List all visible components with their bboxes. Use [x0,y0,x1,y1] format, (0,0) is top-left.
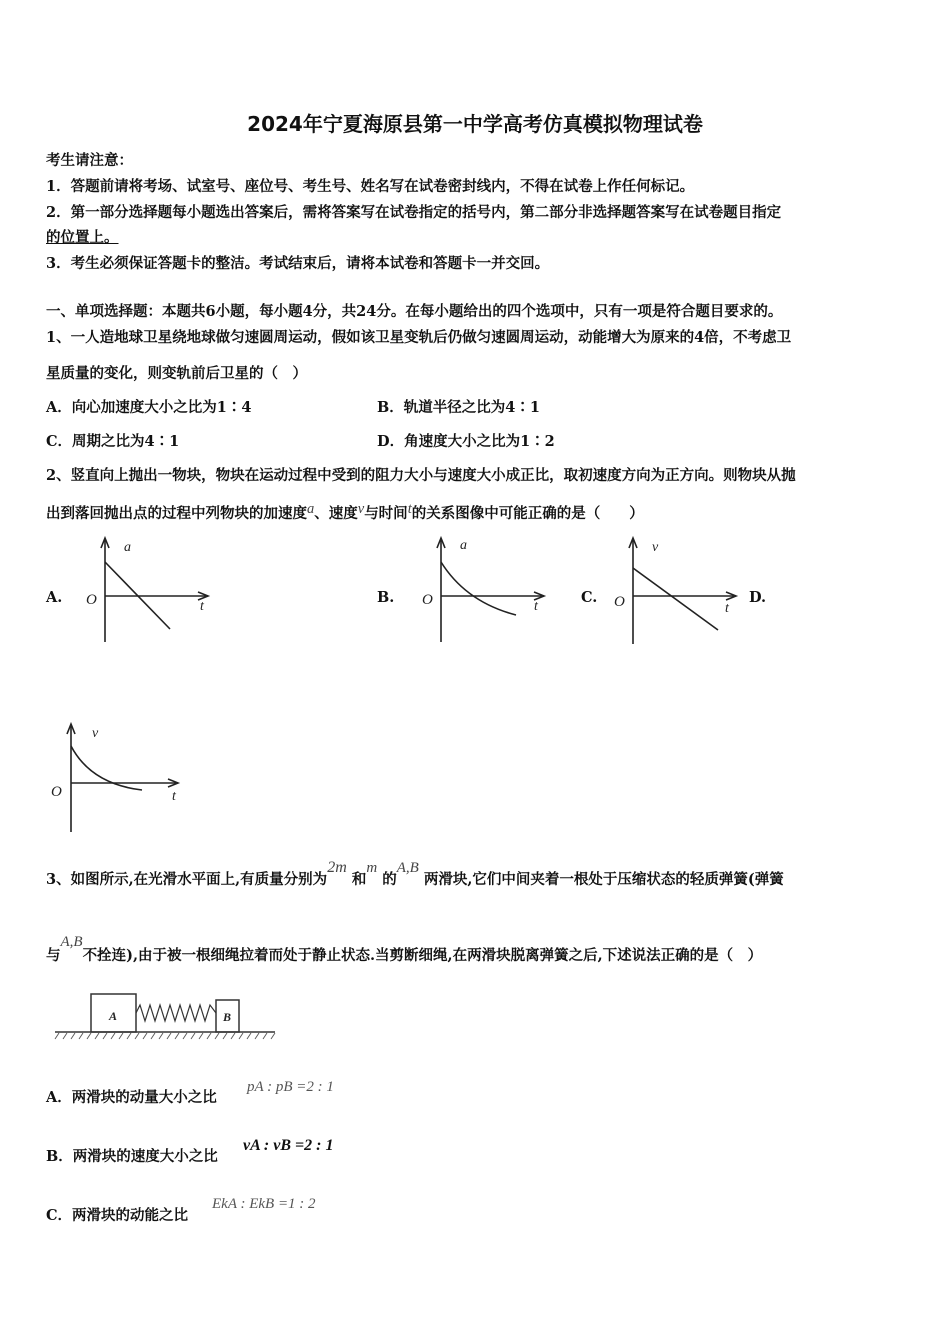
symbol-a: a [307,501,315,517]
symbol-ab: A,B [396,860,419,876]
page-title: 2024年宁夏海原县第一中学高考仿真模拟物理试卷 [247,112,703,136]
block-a-label: A [109,1009,118,1023]
spring [136,1005,216,1021]
graph-d [46,720,186,836]
graph-a [80,532,220,648]
q3-option-c-formula: EkA : EkB =1 : 2 [212,1196,316,1212]
q2-line1: 2、竖直向上抛出一物块，物块在运动过程中受到的阻力大小与速度大小成正比，取初速度方向为正方向。则物块从抛 [46,467,796,484]
graph-a-origin: O [86,592,97,608]
symbol-t: t [407,501,412,517]
q2-line2: 出到落回抛出点的过程中列物块的加速度a、速度v与时间t的关系图像中可能正确的是（ ） [46,501,644,522]
ground-hatch [55,1033,275,1039]
q1-line2: 星质量的变化，则变轨前后卫星的（ ） [46,365,307,382]
graph-b-origin: O [422,592,433,608]
mass-2m: 2m [327,859,347,876]
q3-option-c: C．两滑块的动能之比 [46,1207,189,1224]
q1-option-c: C．周期之比为4∶1 [46,433,180,450]
notice-item-1: 1．答题前请将考场、试室号、座位号、考生号、姓名写在试卷密封线内，不得在试卷上作任何标记。 [46,178,695,195]
spring-diagram [55,990,280,1044]
q3-option-a-formula: pA : pB =2 : 1 [247,1079,334,1095]
symbol-v: v [357,501,365,517]
q3-line2: 与A,B不拴连),由于被一根细绳拉着而处于静止状态.当剪断细绳,在两滑块脱离弹簧之后,下述说法正确的是（ ） [46,934,763,964]
q2-option-a-label: A. [46,589,63,606]
symbol-ab-2: A,B [60,934,83,950]
q3-option-b-formula: vA : vB =2 : 1 [243,1137,334,1154]
q2-option-d-label: D. [749,589,767,606]
q1-option-a: A．向心加速度大小之比为1∶4 [46,399,252,416]
q3-line1: 3、如图所示,在光滑水平面上,有质量分别为2m 和m 的A,B 两滑块,它们中间夹着一根处于压缩状态的轻质弹簧(弹簧 [46,859,784,888]
notice-item-3: 3．考生必须保证答题卡的整洁。考试结束后，请将本试卷和答题卡一并交回。 [46,255,550,272]
graph-d-origin: O [51,784,62,800]
graph-c-x-label: t [725,601,729,616]
q1-line1: 1、一人造地球卫星绕地球做匀速圆周运动，假如该卫星变轨后仍做匀速圆周运动，动能增大为原来的4倍，不考虑卫 [46,329,792,346]
q1-option-d: D．角速度大小之比为1∶2 [377,433,555,450]
graph-d-y-label: v [92,726,99,741]
notice-heading: 考生请注意： [46,152,133,169]
notice-item-2-cont: 的位置上。 [46,229,119,246]
graph-c-origin: O [614,594,625,610]
graph-d-x-label: t [172,789,176,804]
graph-a-y-label: a [124,540,131,555]
graph-a-x-label: t [200,599,204,614]
graph-b-y-label: a [460,538,467,553]
graph-c-y-label: v [652,540,659,555]
q3-option-a: A．两滑块的动量大小之比 [46,1089,217,1106]
graph-c [608,532,748,648]
notice-item-2: 2．第一部分选择题每小题选出答案后，需将答案写在试卷指定的括号内，第二部分非选择题答案写在试卷题目指定 [46,204,782,221]
q1-option-b: B．轨道半径之比为4∶1 [377,399,540,416]
q2-option-c-label: C. [581,589,598,606]
graph-b [416,532,556,648]
q2-option-b-label: B. [377,589,395,606]
graph-b-x-label: t [534,599,538,614]
mass-m: m [366,860,378,876]
q3-option-b: B．两滑块的速度大小之比 [46,1148,218,1165]
block-b-label: B [223,1010,232,1024]
section-heading: 一、单项选择题：本题共6小题，每小题4分，共24分。在每小题给出的四个选项中，只有一项是符合题目要求的。 [46,303,783,320]
